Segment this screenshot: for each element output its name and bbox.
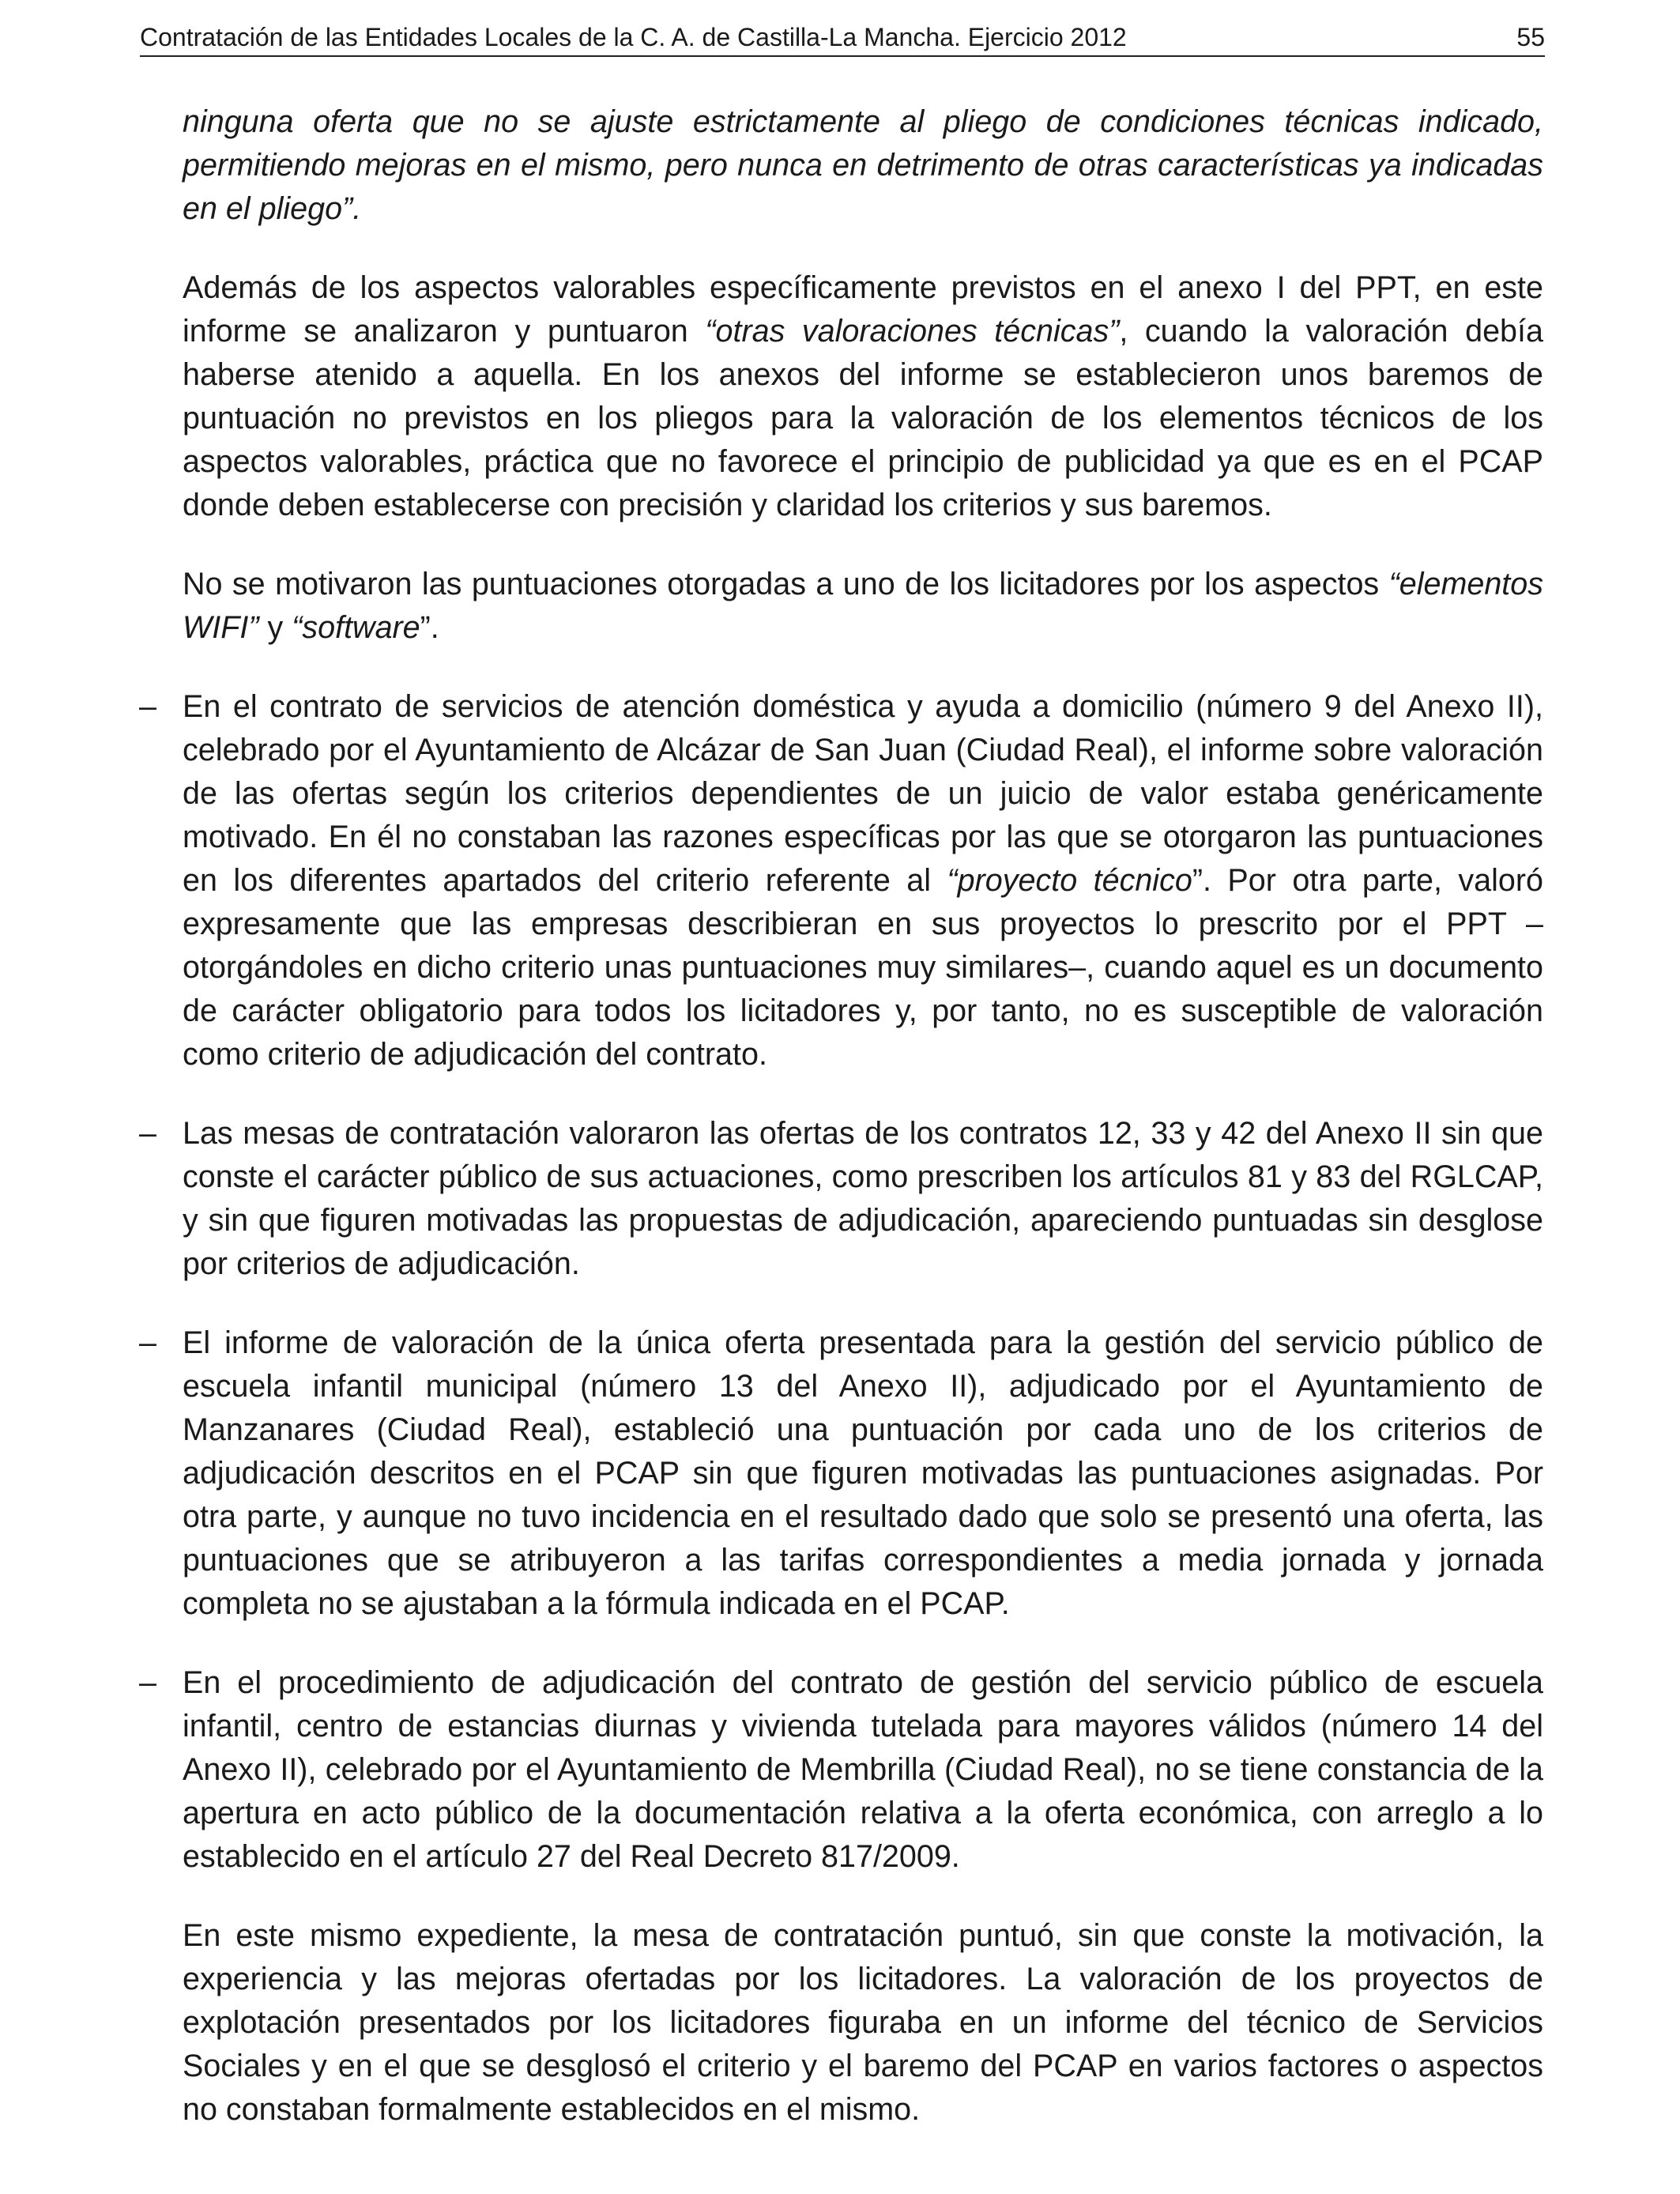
dash-bullet: – bbox=[139, 689, 156, 724]
page-body bbox=[139, 100, 1543, 2132]
paragraph-text: No se motivaron las puntuaciones otorgadas a uno de los licitadores por los aspectos bbox=[183, 567, 1389, 601]
dash-bullet: – bbox=[139, 1665, 156, 1700]
list-item-text: El informe de valoración de la única oferta presentada para la gestión del servicio público de escuela infantil municipal (número 13 del Anexo II), adjudicado por el Ayuntamiento de Manzanares (Ciudad Real), estableció una puntuación por cada uno de los criterios de adjudicación descritos en el PCAP sin que figuren motivadas las puntuaciones asignadas. Por otra parte, y aunque no tuvo incidencia en el resultado dado que solo se presentó una oferta, las puntuaciones que se atribuyeron a las tarifas correspondientes a media jornada y jornada completa no se ajustaban a la fórmula indicada en el PCAP. bbox=[183, 1325, 1543, 1621]
paragraph-wifi-software bbox=[183, 563, 1543, 650]
list-item bbox=[139, 1112, 1543, 1286]
quoted-text: ninguna oferta que no se ajuste estrictamente al pliego de condiciones técnicas indicado, permitiendo mejoras en el mismo, pero nunca en detrimento de otras características ya indicadas en el pliego”. bbox=[183, 104, 1543, 226]
running-header bbox=[140, 19, 1545, 57]
paragraph-same-expediente: En este mismo expediente, la mesa de contratación puntuó, sin que conste la motivación, la experiencia y las mejoras ofertadas por los licitadores. La valoración de los proyectos de explotación presentados por los licitadores figuraba en un informe del técnico de Servicios Sociales y en el que se desglosó el criterio y el baremo del PCAP en varios factores o aspectos no constaban formalmente establecidos en el mismo. bbox=[183, 1918, 1543, 2127]
quoted-paragraph bbox=[183, 100, 1543, 231]
paragraph-otras-valoraciones bbox=[183, 266, 1543, 527]
list-item bbox=[139, 685, 1543, 1076]
list-item bbox=[139, 1661, 1543, 1879]
paragraph-text: Además de los aspectos valorables específicamente previstos en el anexo I del PPT, en este informe se analizaron y puntuaron bbox=[183, 270, 1543, 349]
paragraph-text: ”. Por otra parte, valoró expresamente que las empresas describieran en sus proyectos lo prescrito por el PPT –otorgándoles en dicho criterio unas puntuaciones muy similares–, cuando aquel es un documento de carácter obligatorio para todos los licitadores y, por tanto, no es susceptible de valoración como criterio de adjudicación del contrato. bbox=[183, 863, 1543, 1072]
italic-term: “proyecto técnico bbox=[947, 863, 1192, 898]
dash-bullet: – bbox=[139, 1116, 156, 1151]
header-title: Contratación de las Entidades Locales de la C. A. de Castilla-La Mancha. Ejercicio 2012 bbox=[140, 23, 1127, 51]
paragraph-text: y bbox=[258, 610, 292, 645]
page-number: 55 bbox=[1516, 23, 1545, 51]
list-item-text bbox=[183, 685, 1543, 1076]
paragraph-text: , cuando la valoración debía haberse atenido a aquella. En los anexos del informe se establecieron unos baremos de puntuación no previstos en los pliegos para la valoración de los elementos técnicos de los aspectos valorables, práctica que no favorece el principio de publicidad ya que es en el PCAP donde deben establecerse con precisión y claridad los criterios y sus baremos. bbox=[183, 314, 1543, 522]
list-item-text: Las mesas de contratación valoraron las ofertas de los contratos 12, 33 y 42 del Anexo II sin que conste el carácter público de sus actuaciones, como prescriben los artículos 81 y 83 del RGLCAP, y sin que figuren motivadas las propuestas de adjudicación, apareciendo puntuadas sin desglose por criterios de adjudicación. bbox=[183, 1116, 1543, 1281]
paragraph-text: ”. bbox=[420, 610, 439, 645]
italic-term: “otras valoraciones técnicas” bbox=[705, 314, 1120, 349]
italic-term: “software bbox=[292, 610, 420, 645]
dash-bullet: – bbox=[139, 1325, 156, 1360]
paragraph-text: En el contrato de servicios de atención doméstica y ayuda a domicilio (número 9 del Anexo II), celebrado por el Ayuntamiento de Alcázar de San Juan (Ciudad Real), el informe sobre valoración de las ofertas según los criterios dependientes de un juicio de valor estaba genéricamente motivado. En él no constaban las razones específicas por las que se otorgaron las puntuaciones en los diferentes apartados del criterio referente al bbox=[183, 689, 1543, 898]
list-item bbox=[139, 1321, 1543, 1626]
italic-term: “elementos WIFI” bbox=[183, 567, 1543, 645]
list-item-text: En el procedimiento de adjudicación del contrato de gestión del servicio público de escuela infantil, centro de estancias diurnas y vivienda tutelada para mayores válidos (número 14 del Anexo II), celebrado por el Ayuntamiento de Membrilla (Ciudad Real), no se tiene constancia de la apertura en acto público de la documentación relativa a la oferta económica, con arreglo a lo establecido en el artículo 27 del Real Decreto 817/2009. bbox=[183, 1665, 1543, 1874]
